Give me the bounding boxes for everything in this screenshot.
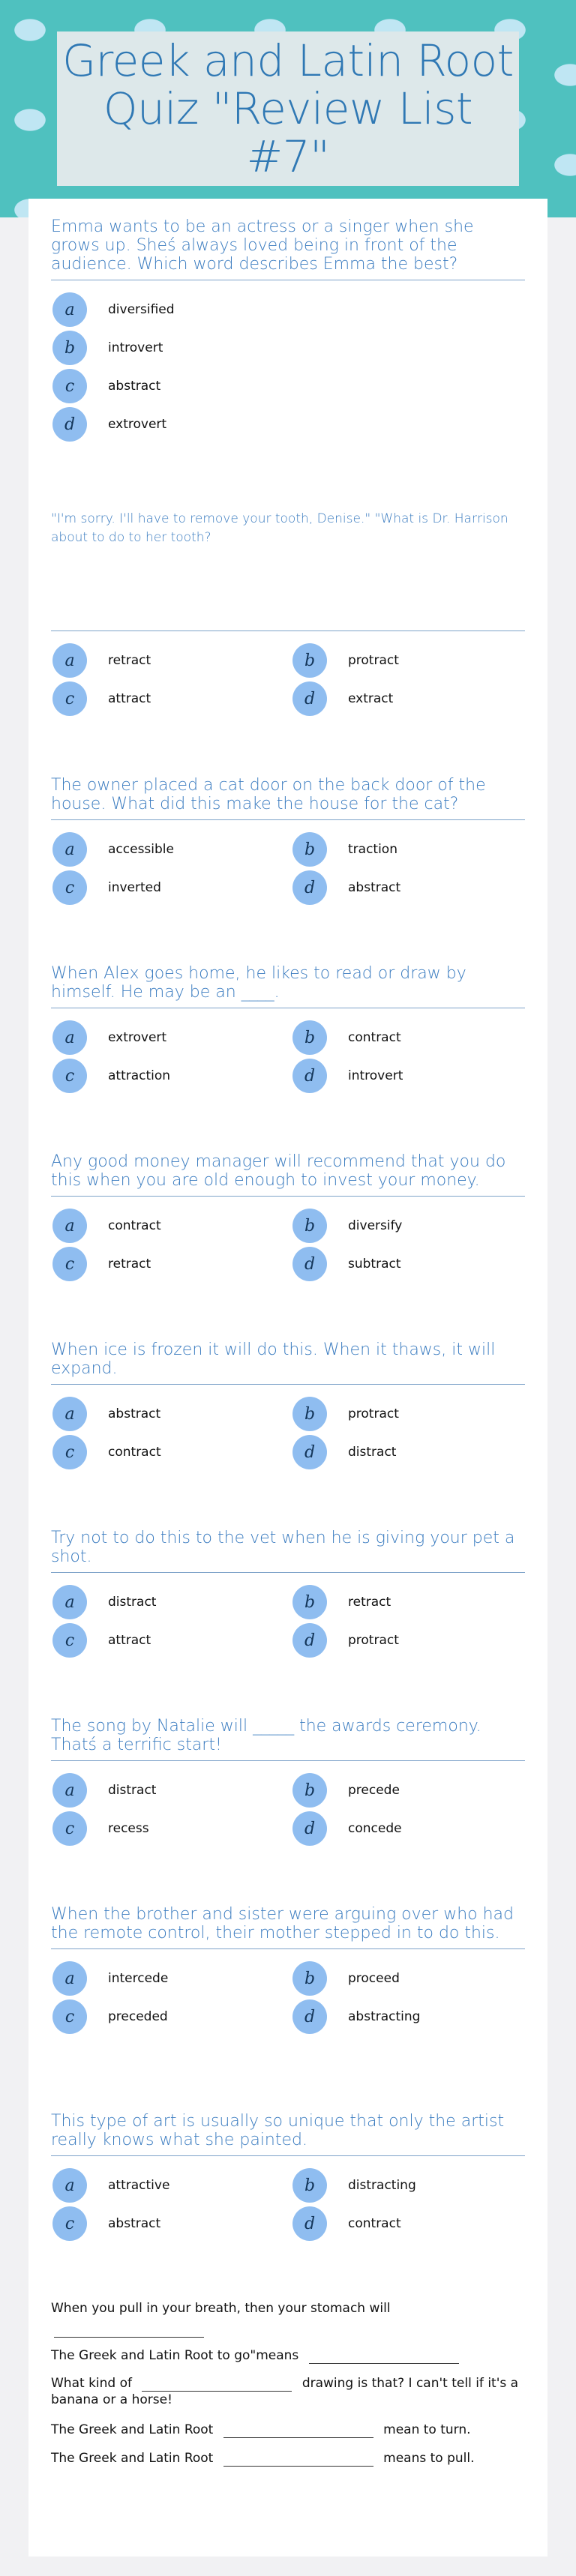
answer-blank[interactable] bbox=[54, 2324, 204, 2338]
option-label: accessible bbox=[108, 842, 174, 857]
option-c[interactable] bbox=[52, 1811, 149, 1846]
option-c[interactable] bbox=[52, 1999, 168, 2034]
question-3 bbox=[51, 776, 525, 907]
header-banner bbox=[0, 0, 576, 217]
badge-a: a bbox=[52, 1961, 87, 1996]
badge-b: b bbox=[292, 832, 327, 867]
badge-b: b bbox=[292, 1585, 327, 1619]
badge-a: a bbox=[52, 1020, 87, 1055]
worksheet-title: Greek and Latin Root Quiz "Review List #7" bbox=[62, 35, 514, 182]
option-label: protract bbox=[348, 653, 399, 668]
badge-b: b bbox=[292, 1209, 327, 1243]
badge-d: d bbox=[292, 870, 327, 905]
option-label: attraction bbox=[108, 1068, 171, 1083]
question-text: When Alex goes home, he likes to read or draw by himself. He may be an ____. bbox=[51, 964, 466, 1002]
option-label: retract bbox=[108, 653, 152, 668]
badge-c: c bbox=[52, 1059, 87, 1093]
option-label: abstract bbox=[108, 379, 161, 394]
fill-in-text: The Greek and Latin Root bbox=[51, 2422, 214, 2437]
badge-a: a bbox=[52, 832, 87, 867]
question-2 bbox=[51, 510, 525, 718]
option-label: abstract bbox=[108, 1406, 161, 1421]
option-b[interactable] bbox=[292, 1209, 402, 1243]
option-b[interactable] bbox=[292, 1585, 391, 1619]
badge-c: c bbox=[52, 1999, 87, 2034]
fill-in-text: mean to turn. bbox=[383, 2422, 471, 2437]
option-a[interactable] bbox=[52, 1397, 160, 1431]
options bbox=[51, 1020, 525, 1095]
question-text: Try not to do this to the vet when he is giving your pet a shot. bbox=[51, 1529, 515, 1566]
options bbox=[51, 1961, 525, 2036]
badge-d: d bbox=[292, 1811, 327, 1846]
option-b[interactable] bbox=[292, 643, 399, 678]
question-text: When ice is frozen it will do this. When it thaws, it will expand. bbox=[51, 1340, 496, 1378]
option-label: extrovert bbox=[108, 417, 167, 432]
badge-b: b bbox=[292, 2168, 327, 2203]
option-b[interactable] bbox=[292, 1773, 400, 1808]
badge-c: c bbox=[52, 2206, 87, 2241]
badge-a: a bbox=[52, 292, 87, 327]
options bbox=[51, 1585, 525, 1660]
options bbox=[51, 2168, 525, 2243]
option-label: traction bbox=[348, 842, 398, 857]
badge-a: a bbox=[52, 1209, 87, 1243]
divider bbox=[51, 819, 525, 820]
option-label: extract bbox=[348, 691, 394, 706]
badge-d: d bbox=[292, 1435, 327, 1469]
badge-c: c bbox=[52, 1623, 87, 1658]
question-text: Any good money manager will recommend that you do this when you are old enough to invest your money. bbox=[51, 1152, 506, 1190]
option-label: subtract bbox=[348, 1257, 401, 1272]
option-a[interactable] bbox=[52, 292, 175, 327]
option-label: abstract bbox=[348, 880, 401, 895]
fill-in-text: drawing is that? I can't tell if it's a banana or a horse! bbox=[51, 2376, 519, 2407]
option-label: abstract bbox=[108, 2216, 161, 2231]
option-label: proceed bbox=[348, 1971, 400, 1986]
fill-in-5 bbox=[51, 2450, 525, 2467]
worksheet-card bbox=[28, 199, 548, 2557]
badge-d: d bbox=[52, 407, 87, 442]
option-a[interactable] bbox=[52, 1585, 156, 1619]
option-d[interactable] bbox=[292, 2206, 401, 2241]
option-label: distract bbox=[108, 1783, 157, 1798]
badge-c: c bbox=[52, 1247, 87, 1281]
question-text: "I'm sorry. I'll have to remove your tooth, Denise." "What is Dr. Harrison about to do to her tooth? bbox=[51, 511, 508, 545]
option-label: contract bbox=[348, 2216, 401, 2231]
option-c[interactable] bbox=[52, 1623, 151, 1658]
answer-blank[interactable] bbox=[309, 2350, 459, 2364]
question-text: When the brother and sister were arguing over who had the remote control, their mother stepped in to do this. bbox=[51, 1905, 514, 1942]
option-label: attract bbox=[108, 691, 152, 706]
option-a[interactable] bbox=[52, 1020, 166, 1055]
option-label: protract bbox=[348, 1406, 399, 1421]
answer-blank[interactable] bbox=[224, 2425, 374, 2438]
option-d[interactable] bbox=[292, 1435, 396, 1469]
options bbox=[51, 1773, 525, 1848]
option-b[interactable] bbox=[292, 1020, 401, 1055]
option-label: intercede bbox=[108, 1971, 169, 1986]
badge-d: d bbox=[292, 2206, 327, 2241]
option-b[interactable] bbox=[52, 331, 163, 365]
option-label: introvert bbox=[108, 340, 164, 355]
option-label: distracting bbox=[348, 2178, 416, 2193]
fill-in-text: means to pull. bbox=[383, 2451, 475, 2466]
question-8 bbox=[51, 1717, 525, 1848]
badge-c: c bbox=[52, 1435, 87, 1469]
option-label: preceded bbox=[108, 2009, 168, 2024]
badge-a: a bbox=[52, 1773, 87, 1808]
divider bbox=[51, 1196, 525, 1197]
option-label: attractive bbox=[108, 2178, 170, 2193]
badge-c: c bbox=[52, 369, 87, 403]
option-b[interactable] bbox=[292, 1961, 400, 1996]
badge-a: a bbox=[52, 2168, 87, 2203]
badge-c: c bbox=[52, 870, 87, 905]
option-label: diversify bbox=[348, 1218, 403, 1233]
badge-b: b bbox=[292, 1773, 327, 1808]
option-c[interactable] bbox=[52, 2206, 160, 2241]
option-d[interactable] bbox=[292, 1999, 420, 2034]
fill-in-1 bbox=[51, 2300, 525, 2338]
fill-in-text: The Greek and Latin Root bbox=[51, 2451, 214, 2466]
question-10 bbox=[51, 2112, 525, 2243]
option-c[interactable] bbox=[52, 681, 151, 716]
option-label: precede bbox=[348, 1783, 400, 1798]
option-label: attract bbox=[108, 1633, 152, 1648]
badge-d: d bbox=[292, 1059, 327, 1093]
badge-d: d bbox=[292, 1999, 327, 2034]
badge-b: b bbox=[292, 1020, 327, 1055]
option-b[interactable] bbox=[292, 2168, 416, 2203]
options bbox=[51, 1397, 525, 1472]
option-d[interactable] bbox=[292, 1247, 401, 1281]
option-d[interactable] bbox=[292, 870, 400, 905]
badge-d: d bbox=[292, 1247, 327, 1281]
option-d[interactable] bbox=[292, 1059, 403, 1093]
badge-a: a bbox=[52, 643, 87, 678]
divider bbox=[51, 2155, 525, 2156]
question-text: This type of art is usually so unique that only the artist really knows what she painted. bbox=[51, 2112, 505, 2149]
option-a[interactable] bbox=[52, 2168, 170, 2203]
option-a[interactable] bbox=[52, 1773, 156, 1808]
question-5 bbox=[51, 1152, 525, 1284]
option-label: contract bbox=[108, 1218, 161, 1233]
option-label: diversified bbox=[108, 302, 175, 317]
option-label: introvert bbox=[348, 1068, 404, 1083]
option-b[interactable] bbox=[292, 832, 398, 867]
badge-b: b bbox=[292, 1961, 327, 1996]
question-text: The song by Natalie will _____ the awards ceremony. Thatś a terrific start! bbox=[51, 1717, 482, 1754]
option-label: extrovert bbox=[108, 1030, 167, 1045]
answer-blank[interactable] bbox=[224, 2453, 374, 2467]
options bbox=[51, 643, 525, 718]
option-d[interactable] bbox=[52, 407, 166, 442]
question-6 bbox=[51, 1340, 525, 1472]
badge-c: c bbox=[52, 681, 87, 716]
option-label: retract bbox=[348, 1595, 392, 1610]
question-text: The owner placed a cat door on the back door of the house. What did this make the house for the cat? bbox=[51, 776, 486, 813]
option-c[interactable] bbox=[52, 1059, 170, 1093]
fill-in-4 bbox=[51, 2422, 525, 2438]
question-4 bbox=[51, 964, 525, 1095]
option-a[interactable] bbox=[52, 1209, 161, 1243]
option-label: distract bbox=[108, 1595, 157, 1610]
option-d[interactable] bbox=[292, 1811, 402, 1846]
option-b[interactable] bbox=[292, 1397, 399, 1431]
option-label: abstracting bbox=[348, 2009, 421, 2024]
badge-b: b bbox=[292, 643, 327, 678]
option-c[interactable] bbox=[52, 870, 161, 905]
question-7 bbox=[51, 1529, 525, 1660]
divider bbox=[51, 1384, 525, 1385]
badge-b: b bbox=[52, 331, 87, 365]
badge-a: a bbox=[52, 1397, 87, 1431]
question-text: Emma wants to be an actress or a singer when she grows up. Sheś always loved being in front of the audience. Which word describes Emma the best? bbox=[51, 217, 474, 274]
options bbox=[51, 832, 525, 907]
divider bbox=[51, 1572, 525, 1573]
title-box bbox=[57, 31, 519, 186]
option-label: contract bbox=[348, 1030, 401, 1045]
question-1 bbox=[51, 217, 525, 445]
answer-blank[interactable] bbox=[142, 2378, 292, 2392]
option-a[interactable] bbox=[52, 643, 151, 678]
options bbox=[51, 1209, 525, 1284]
option-d[interactable] bbox=[292, 681, 393, 716]
badge-b: b bbox=[292, 1397, 327, 1431]
fill-in-3 bbox=[51, 2375, 525, 2408]
option-a[interactable] bbox=[52, 832, 174, 867]
option-label: retract bbox=[108, 1257, 152, 1272]
badge-c: c bbox=[52, 1811, 87, 1846]
option-a[interactable] bbox=[52, 1961, 168, 1996]
badge-d: d bbox=[292, 1623, 327, 1658]
option-label: distract bbox=[348, 1445, 397, 1460]
fill-in-text: When you pull in your breath, then your stomach will bbox=[51, 2301, 391, 2316]
fill-in-2 bbox=[51, 2347, 525, 2364]
option-label: recess bbox=[108, 1821, 149, 1836]
fill-in-text: What kind of bbox=[51, 2376, 132, 2391]
options bbox=[51, 292, 525, 445]
fill-in-text: The Greek and Latin Root to go"means bbox=[51, 2348, 299, 2363]
badge-d: d bbox=[292, 681, 327, 716]
option-label: concede bbox=[348, 1821, 402, 1836]
option-label: contract bbox=[108, 1445, 161, 1460]
option-c[interactable] bbox=[52, 369, 160, 403]
option-label: inverted bbox=[108, 880, 161, 895]
badge-a: a bbox=[52, 1585, 87, 1619]
option-d[interactable] bbox=[292, 1623, 399, 1658]
divider bbox=[51, 1948, 525, 1949]
option-c[interactable] bbox=[52, 1435, 161, 1469]
divider bbox=[51, 1760, 525, 1761]
question-9 bbox=[51, 1905, 525, 2036]
option-label: protract bbox=[348, 1633, 399, 1648]
option-c[interactable] bbox=[52, 1247, 151, 1281]
